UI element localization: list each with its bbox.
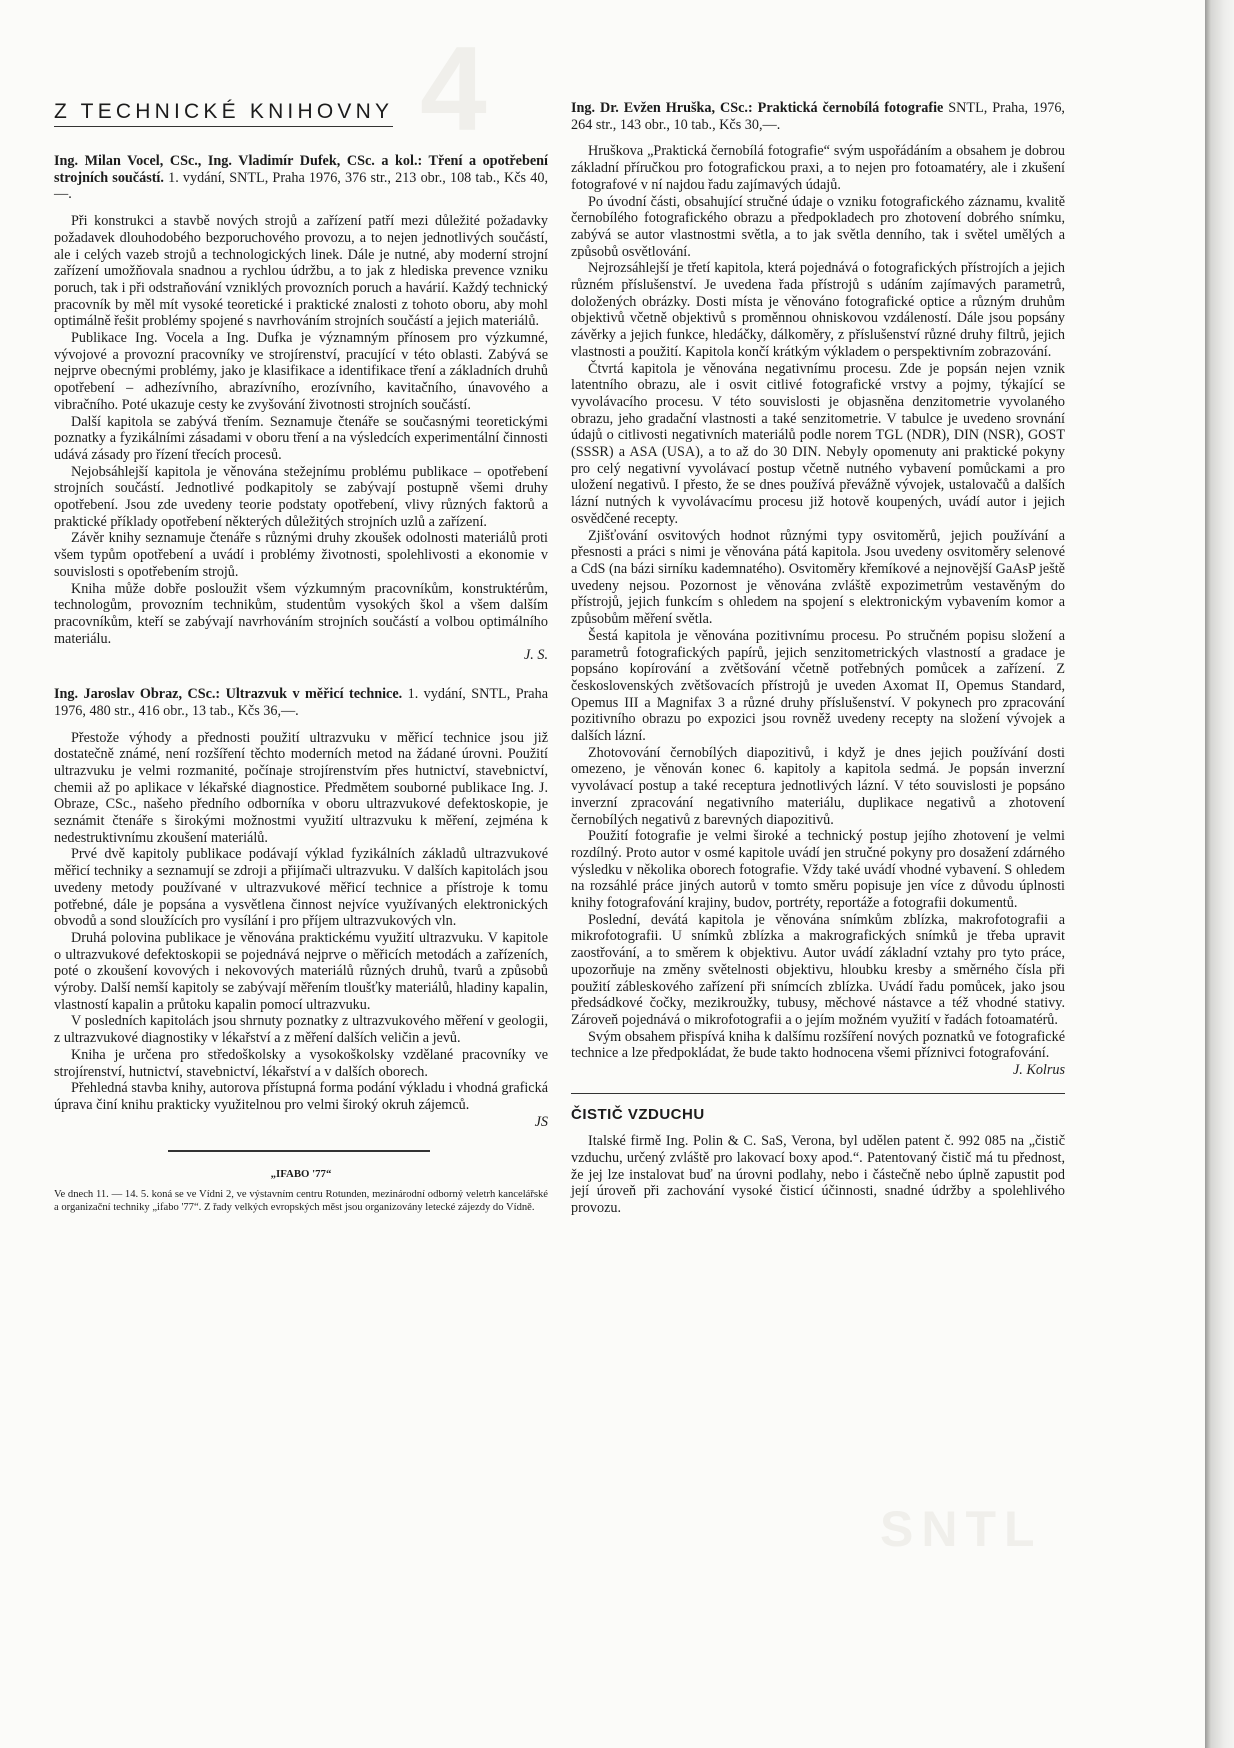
book-1-citation — [54, 153, 548, 203]
book-1-signature: J. S. — [523, 647, 548, 664]
book-review-1 — [54, 153, 548, 664]
book-review-3 — [571, 100, 1065, 1079]
divider — [168, 1150, 430, 1152]
watermark-top: 4 — [420, 22, 495, 156]
book-3-paragraph: Zhotovování černobílých diapozitivů, i když je dnes jejich používání dosti omezeno, je věnován konec 6. kapitoly a kapitola sedmá. Je popsán inverzní vyvolávací postup a také receptura jednotlivých lázní. V této souvislosti je popsáno inverzní zpracování negativního materiálu, duplikace negativů a zhotovení černobílých negativů z barevných diapozitivů. — [571, 744, 1065, 828]
book-1-author-title: Ing. Milan Vocel, CSc., Ing. Vladimír Dufek, CSc. a kol.: Tření a opotřebení strojních součástí. — [54, 153, 548, 186]
air-cleaner-notice — [571, 1106, 1065, 1217]
air-cleaner-text: Italské firmě Ing. Polin & C. SaS, Verona, byl udělen patent č. 992 085 na „čistič vzduchu, určený zvláště pro lakovací boxy apod.“. Patentovaný čistič má tu přednost, že jej lze instalovat buď na úrovni podlahy, nebo i částečně nebo úplně zapustit pod její úroveň při zachování vysoké čisticí účinnosti, snadné údržby a spolehlivého provozu. — [571, 1133, 1065, 1217]
book-review-2 — [54, 686, 548, 1130]
book-3-paragraph: Svým obsahem přispívá kniha k dalšímu rozšíření nových poznatků ve fotografické technice a lze předpokládat, že bude takto hodnocena všemi příznivci fotografování. — [571, 1028, 1065, 1062]
book-1-paragraph: Nejobsáhlejší kapitola je věnována stežejnímu problému publikace – opotřebení strojních součástí. Jednotlivé podkapitoly se zabývají postupně všemi druhy opotřebení. Jsou zde uvedeny teorie podstaty opotřebení, vlivy různých faktorů a praktické příklady opotřebení některých důležitých strojních uzlů a zařízení. — [54, 463, 548, 530]
book-2-paragraph: V posledních kapitolách jsou shrnuty poznatky z ultrazvukového měření v geologii, z ultrazvukové diagnostiky v lékařství a z měření dalších veličin a jevů. — [54, 1013, 548, 1047]
book-2-paragraph: Kniha je určena pro středoškolsky a vysokoškolsky vzdělané pracovníky ve strojírenství, hutnictví, stavebnictví, lékařství a v dalších oborech. — [54, 1046, 548, 1080]
ifabo-notice — [54, 1168, 548, 1214]
book-2-paragraph: Přehledná stavba knihy, autorova přístupná forma podání výkladu i vhodná grafická úprava činí knihu prakticky využitelnou pro velmi široký okruh zájemců. — [54, 1080, 548, 1113]
book-3-paragraph: Čtvrtá kapitola je věnována negativnímu procesu. Zde je popsán nejen vznik latentního obrazu, ale i osvit citlivé fotografické vrstvy a pojmy, týkající se vyvolávacího procesu. V této souvislosti je objasněna denzitometrie vyvolaného obrazu, jeho gradační vlastnosti a také senzitometrie. V tabulce je uvedeno srovnání údajů o citlivosti negativních materiálů podle norem TGL (NDR), DIN (NSR), GOST (SSSR) a ASA (USA), a to až do 30 DIN. Nebyly opomenuty ani praktické pokyny pro celý negativní vyvolávací postup včetně nutného vybavení pomůckami a pro uložení negativů. I přesto, že se dnes používá převážně vývojek, ustalovačů a dalších lázní nutných k vyvolávacímu procesu již hotově koupených, uvádí autor i jejich osvědčené recepty. — [571, 360, 1065, 527]
book-3-details: SNTL, Praha, 1976, 264 str., 143 obr., 10 tab., Kčs 30,—. — [571, 100, 1065, 133]
book-2-citation — [54, 686, 548, 719]
book-3-paragraph: Zjišťování osvitových hodnot různými typy osvitoměrů, jejich používání a přesnosti a práci s nimi je věnována pátá kapitola. Jsou uvedeny osvitoměry selenové a CdS (na bázi sirníku kademnatého). Osvitoměry křemíkové a nejnovější GaAsP ještě uvedeny nejsou. Pozornost je věnována zvláště expozimetrům vestavěným do přístrojů, jejich funkcím s ohledem na spojení s elektronickým vybavením komor a způsobům měření světla. — [571, 527, 1065, 628]
book-3-author-title: Ing. Dr. Evžen Hruška, CSc.: Praktická černobílá fotografie — [571, 100, 944, 116]
ifabo-title: „IFABO '77“ — [270, 1167, 332, 1180]
book-2-paragraph: Druhá polovina publikace je věnována praktickému využití ultrazvuku. V kapitole o ultrazvukové defektoskopii se pojednává nejprve o měřicích metodách a zařízeních, poté o zkoušení kovových i nekovových materiálů různých druhů, tvarů a způsobů výroby. Další nemší kapitoly se zabývají měřením tloušťky materiálů, hladiny kapalin, vlastností kapalin a průtoku kapalin pomocí ultrazvuku. — [54, 929, 548, 1013]
divider — [571, 1093, 1065, 1095]
page-edge — [1205, 0, 1234, 1748]
watermark-bottom: SNTL — [880, 1501, 1043, 1557]
book-1-paragraph: Publikace Ing. Vocela a Ing. Dufka je významným přínosem pro výzkumné, vývojové a provozní pracovníky ve strojírenství, pracující v této oblasti. Zabývá se nejprve obecnými problémy, jako je klasifikace a identifikace tření a základních druhů opotřebení – adhezívního, abrazívního, erozívního, kavitačního, únavového a vibračního. Poté ukazuje cesty ke zvyšování životnosti strojních součástí. — [54, 330, 548, 413]
book-3-paragraph: Poslední, devátá kapitola je věnována snímkům zblízka, makrofotografii a mikrofotografii. U snímků zblízka a makrografických snímků je třeba upravit zaostřování, a to směrem k objektivu. Autor uvádí základní vztahy pro tyto práce, upozorňuje na změny světelnosti objektivu, hloubku kresby a směrného čísla při použití zábleskového zařízení při snímcích zblízka. Uvádí řadu pomůcek, jako jsou předsádkové čočky, mezikroužky, tubusy, měchové nástavce a též vhodné stativy. Zároveň pojednává o mikrofotografii a o jejím možném využití v řadách fotoamatérů. — [571, 911, 1065, 1028]
book-1-paragraph: Další kapitola se zabývá třením. Seznamuje čtenáře se současnými teoretickými poznatky a fyzikálními zásadami v oboru tření a na výsledcích experimentální činnosti udává zásady pro řízení třecích procesů. — [54, 413, 548, 463]
book-3-paragraph: Nejrozsáhlejší je třetí kapitola, která pojednává o fotografických přístrojích a jejich různém příslušenství. Je uvedena řada přístrojů s udáním zajímavých parametrů, doložených obrázky. Dosti místa je věnováno fotografické optice a různým druhům objektivů včetně objektivů s proměnnou ohniskovou vzdáleností. Dále jsou popsány závěrky a jejich funkce, hledáčky, dálkoměry, z příslušenství různé druhy filtrů, jejich vlastnosti a použití. Kapitola končí krátkým výkladem o perspektivním zobrazování. — [571, 260, 1065, 360]
book-2-paragraph: Přestože výhody a přednosti použití ultrazvuku v měřicí technice jsou již dostatečně známé, není rozšíření těchto moderních metod na žádané úrovni. Použití ultrazvuku je velmi rozmanité, počínaje strojírenstvím přes hutnictví, stavebnictví, chemii až po aplikace v lékařské diagnostice. Předmětem souborné publikace Ing. J. Obraze, CSc., našeho předního odborníka v oboru ultrazvukové defektoskopie, je seznámit čtenáře s širokými možnostmi využití ultrazvuku k měření, zejména k nedestruktivnímu zkoušení materiálů. — [54, 729, 548, 846]
ifabo-text: Ve dnech 11. — 14. 5. koná se ve Vídni 2, ve výstavním centru Rotunden, mezinárodní odborný veletrh kancelářské a organizační techniky „ifabo '77“. Z řady velkých evropských měst jsou organizovány letecké zájezdy do Vídně. — [54, 1188, 548, 1214]
air-cleaner-title: ČISTIČ VZDUCHU — [571, 1106, 705, 1124]
book-2-paragraph: Prvé dvě kapitoly publikace podávají výklad fyzikálních základů ultrazvukové měřicí techniky a seznamují se zdroji a přijímači ultrazvuku. V dalších kapitolách jsou uvedeny metody používané v ultrazvukové měřicí technice a přístroje k tomu potřebné, dále je popsána a vysvětlena činnost nejvíce využívaných elektronických obvodů a sond sloužících pro vysílání i pro příjem ultrazvukových vln. — [54, 846, 548, 930]
book-3-signature: J. Kolrus — [1012, 1062, 1065, 1079]
book-3-paragraph: Šestá kapitola je věnována pozitivnímu procesu. Po stručném popisu složení a parametrů fotografických papírů, jejich senzitometrických vlastností a gradace je popsáno kopírování a zvětšování včetně potřebných pomůcek a zařízení. Z československých zvětšovacích přístrojů je uveden Axomat II, Opemus Standard, Opemus III a Magnifax 3 a různé druhy příslušenství. V pokynech pro zpracování pozitivního obrazu po expozici jsou rovněž uvedeny recepty na složení vývojek a dalších lázní. — [571, 627, 1065, 745]
book-1-paragraph: Kniha může dobře posloužit všem výzkumným pracovníkům, konstruktérům, technologům, provozním technikům, studentům vysokých škol a všem dalším pracovníkům, kteří se zabývají navrhováním strojních součástí a volbou optimálního materiálu. — [54, 580, 548, 647]
book-3-paragraph: Hruškova „Praktická černobílá fotografie“ svým uspořádáním a obsahem je dobrou základní příručkou pro fotografickou praxi, a to nejen pro fotoamatéry, ale i zkušení fotografové v ní najdou řadu zajímavých údajů. — [571, 143, 1065, 193]
book-2-signature: JS — [534, 1113, 548, 1130]
book-3-paragraph: Použití fotografie je velmi široké a technický postup jejího zhotovení je velmi rozdílný. Proto autor v osmé kapitole uvádí jen stručné pokyny pro dosažení zdárného výsledku v několika oborech fotografie. Vždy také uvádí vhodné vybavení. S ohledem na rozsáhlé práce jiných autorů v tomto směru popisuje jen více z důvodu úplnosti knihy fotografování krajiny, budov, portréty, reportáže a fotografii dokumentů. — [571, 828, 1065, 912]
section-title: Z TECHNICKÉ KNIHOVNY — [54, 100, 393, 127]
right-column — [571, 100, 1065, 1217]
book-2-details: 1. vydání, SNTL, Praha 1976, 480 str., 416 obr., 13 tab., Kčs 36,—. — [54, 686, 548, 719]
book-1-paragraph: Závěr knihy seznamuje čtenáře s různými druhy zkoušek odolnosti materiálů proti všem typům opotřebení a uvádí i problémy životnosti, spolehlivosti a ekonomie v souvislosti s opotřebením strojů. — [54, 530, 548, 580]
book-3-citation — [571, 100, 1065, 133]
book-1-details: 1. vydání, SNTL, Praha 1976, 376 str., 213 obr., 108 tab., Kčs 40,—. — [54, 169, 548, 203]
book-1-paragraph: Při konstrukci a stavbě nových strojů a zařízení patří mezi důležité požadavky požadavek dlouhodobého bezporuchového provozu, a to nejen jednotlivých součástí, ale i celých vazeb strojů a technologických linek. Dále je nutné, aby moderní strojní zařízení umožňovala snadnou a rychlou údržbu, a to jak z hlediska prevence vzniku poruch, tak i při odstraňování vzniklých provozních poruch a havárií. Každý technický pracovník by měl mít vysoké teoretické i praktické znalosti z tohoto oboru, aby mohl optimálně řešit problémy spojené s navrhováním strojních součástí a jejich materiálů. — [54, 213, 548, 330]
book-2-author-title: Ing. Jaroslav Obraz, CSc.: Ultrazvuk v měřicí technice. — [54, 686, 403, 703]
left-column — [54, 100, 548, 1214]
book-3-paragraph: Po úvodní části, obsahující stručné údaje o vzniku fotografického záznamu, kvalitě černobílého fotografického obrazu a předpokladech pro zhotovení dobrého snímku, zabývá se autor vlastnostmi světla, a to jak světla denního, tak i světel umělých a způsobů osvětlování. — [571, 193, 1065, 260]
